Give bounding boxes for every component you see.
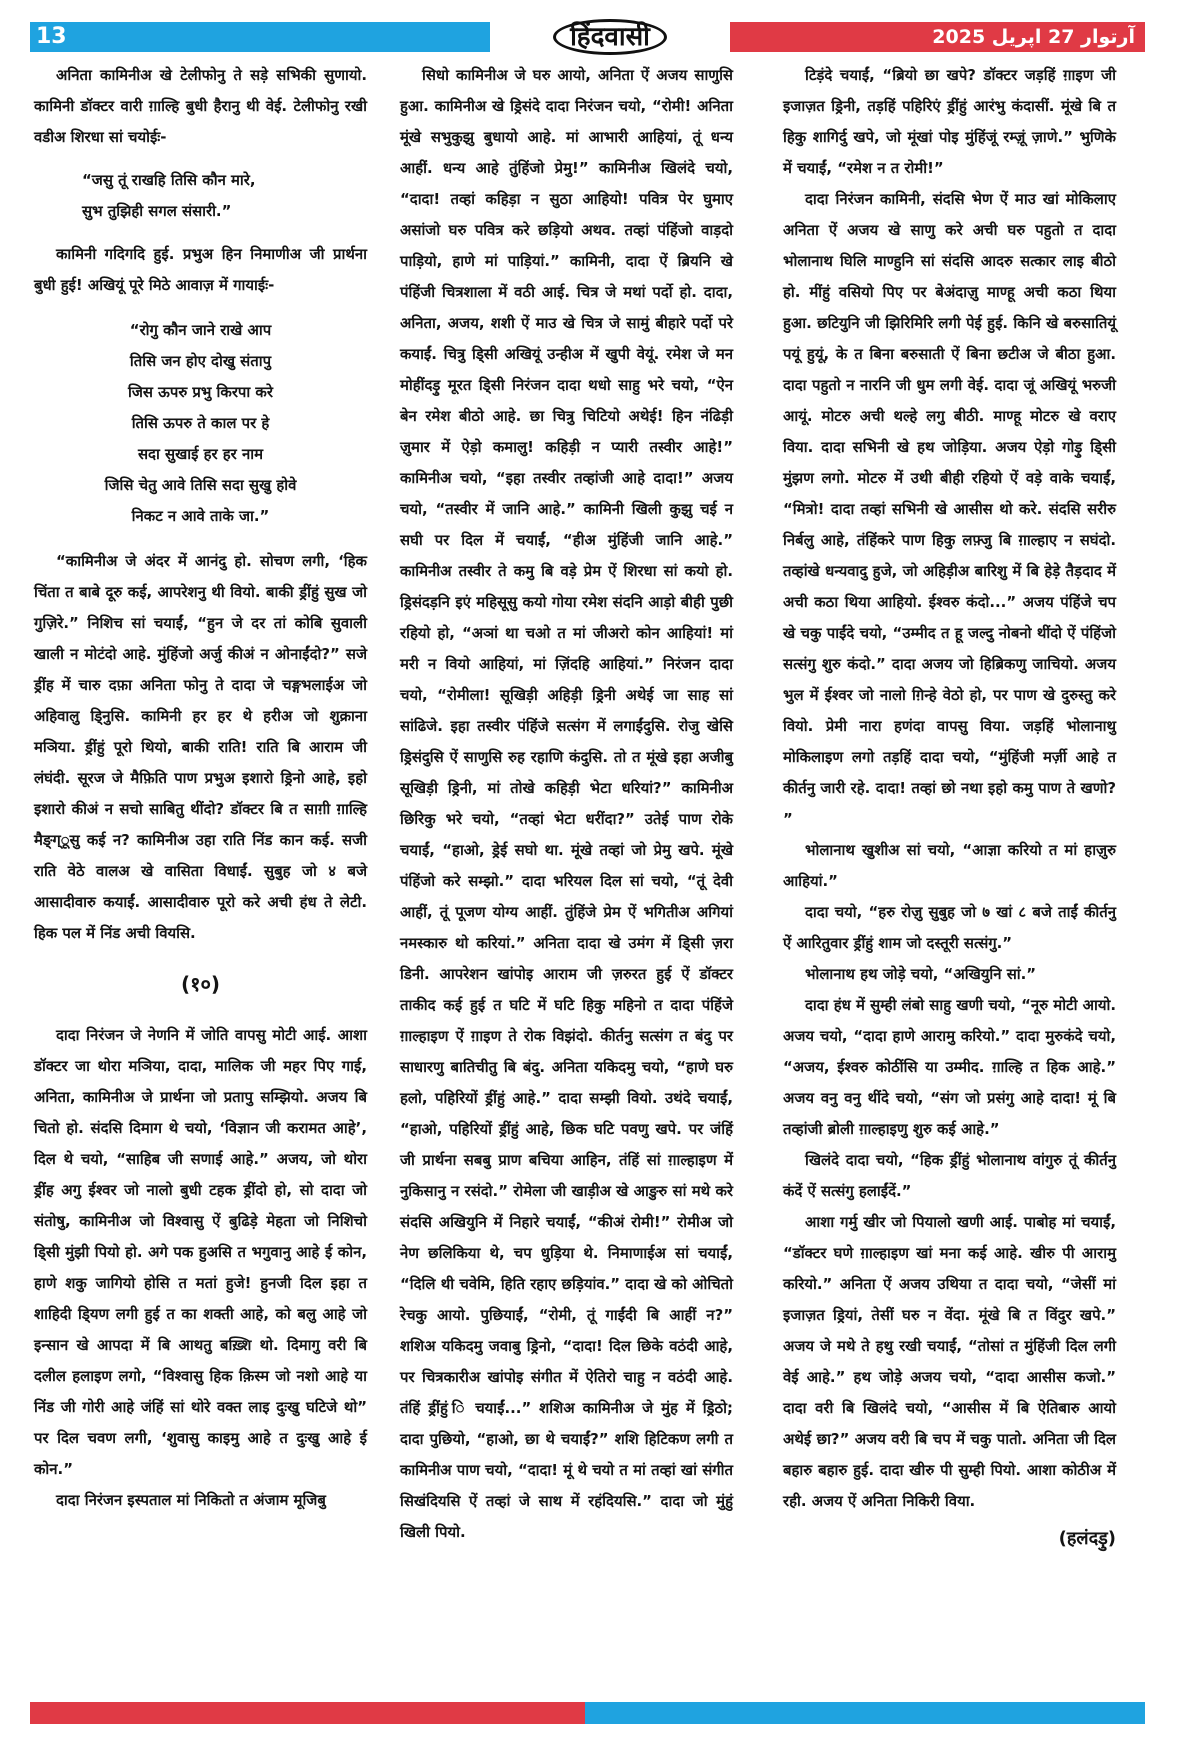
column-2 bbox=[400, 60, 733, 1548]
paragraph: भोलानाथ खुशीअ सां चयो, “आज्ञा करियो त मां हाज़ुरु आहियां.” bbox=[783, 841, 1116, 890]
header-band-blue bbox=[30, 22, 490, 52]
footer-band-red bbox=[30, 1702, 585, 1724]
hymn-quote bbox=[34, 165, 367, 227]
issue-date: آرتوار 27 اپريل 2025 bbox=[932, 26, 1135, 48]
paragraph: दादा निरंजन इस्पताल मां निकितो त अंजाम मूजिबु bbox=[56, 1491, 326, 1509]
paragraph: भोलानाथ हथ जोड़े चयो, “अखियुनि सां.” bbox=[805, 965, 1037, 983]
paragraph: दादा चयो, “हरु रोज़ु सुबुह जो ७ खां ८ बजे ताईं कीर्तनु ऐं आरितुवार ड्रींहुं शाम जो दस्तूरी सत्संगु.” bbox=[783, 903, 1116, 952]
footer-band-blue bbox=[585, 1702, 1145, 1724]
paragraph: सिधो कामिनीअ जे घरु आयो, अनिता ऐं अजय साणुसि हुआ. कामिनीअ खे ड्रिसंदे दादा निरंजन चयो, “रोमी! अनिता मूंखे सभुकुझु बुधायो आहे. मां आभारी आहियां, तूं धन्य आहीं. धन्य आहे तुंहिंजो प्रेमु!” कामिनीअ खिलंदे चयो, “दादा! तव्हां कहिड़ा न सुठा आहियो! पवित्र पेर घुमाए असांजो घरु पवित्र करे छड़ियो अथव. तव्हां पंहिंजो वाड़दो पाड़ियो, हाणे मां पाड़ियां.” कामिनी, दादा ऐं ब्रियनि खे पंहिंजी चित्रशाला में वठी आई. चित्र जे मथां पर्दो हो. दादा, अनिता, अजय, शशी ऐं माउ खे चित्र जे सामुं बीहारे पर्दो परे कयाईं. चित्रु डि्सी अखियूं उन्हीअ में खुपी वेयूं. रमेश जे मन मोहींदड़ु मूरत डि्सी निरंजन दादा थधो साहु भरे चयो, “ऐन बेन रमेश बीठो आहे. छा चित्रु चिटियो अथेई! हिन नंढिड़ी ज़ुमार में ऐड़ो कमालु! कहिड़ी न प्यारी तस्वीर आहे!” कामिनीअ चयो, “इहा तस्वीर तव्हांजी आहे दादा!” अजय चयो, “तस्वीर में जानि आहे.” कामिनी खिली कुझु चई न सघी पर दिल में चयाईं, “हीअ मुंहिंजी जानि आहे.” कामिनीअ तस्वीर ते कमु बि वड़े प्रेम ऐं शिरधा सां कयो हो. ड्रिसंदड़नि इएं महिसूसु कयो गोया रमेश संदनि आड़ो बीही पुछी रहियो हो, “अञां था चओ त मां जीअरो कोन आहियां! मां मरी न वियो आहियां, मां ज़िंदहि आहियां.” निरंजन दादा चयो, “रोमीला! सूखिड़ी अहिड़ी ड्रिनी अथेई जा साह सां सांढिजे. इहा तस्वीर पंहिंजे सत्संग में लगाईंदुसि. रोजु खेसि ड्रिसंदुसि ऐं साणुसि रुह रहाणि कंदुसि. तो त मूंखे इहा अजीबु सूखिड़ी ड्रिनी, मां तोखे कहिड़ी भेटा धरियां?” कामिनीअ छिरिकु भरे चयो, “तव्हां भेटा धरींदा?” उतेई पाण रोके चयाईं, “हाओ, ड्रेई सघो था. मूंखे तव्हां जो प्रेमु खपे. मूंखे पंहिंजो करे सम्झो.” दादा भरियल दिल सां चयो, “तूं देवी आहीं, तूं पूजण योग्य आहीं. तुंहिंजे प्रेम ऐं भगितीअ अगियां नमस्कारु थो करियां.” अनिता दादा खे उमंग में डि्सी ज़रा डिनी. आपरेशन खांपोइ आराम जी ज़रुरत हुई ऐं डॉक्टर ताकीद कई हुई त घटि में घटि हिकु महिनो त दादा पंहिंजे ग़ाल्हाइण ऐं ग़ाइण ते रोक विझंदो. कीर्तनु सत्संग त बंदु पर साधारणु बातिचीतु बि बंदु. अनिता यकिदमु चयो, “हाणे घरु हलो, पहिरियों ड्रींहुं आहे.” दादा सम्झी वियो. उथंदे चयाईं, “हाओ, पहिरियों ड्रींहुं आहे, छिक घटि पवणु खपे. पर जंहिं जी प्रार्थना सबबु प्राण बचिया आहिन, तंहिं सां ग़ाल्हाइण में नुकिसानु न रसंदो.” रोमेला जी खाड़ीअ खे आङुरु सां मथे करे संदसि अखियुनि में निहारे चयाईं, “कीअं रोमी!” रोमीअ जो नेण छलिकिया थे, चप धुड़िया थे. निमाणाईअ सां चयाईं, “दिलि थी चवेमि, हिति रहाए छड़ियांव.” दादा खे को ओचितो रेचकु आयो. पुछियाईं, “रोमी, तूं गाईंदी बि आहीं न?” शशिअ यकिदमु जवाबु ड्रिनो, “दादा! दिल छिके वठंदी आहे, पर चित्रकारीअ खांपोइ संगीत में ऐतिरो चाहु न वठंदी आहे. तंहिं ड्रींहुं ि चयाईं...” शशिअ कामिनीअ जे मुंह में ड्रिठो; दादा पुछियो, “हाओ, छा थे चयाईं?” शशि हिटिकण लगी त कामिनीअ पाण चयो, “दादा! मूं थे चयो त मां तव्हां खां संगीत सिखंदियसि ऐं तव्हां जे साथ में रहंदियसि.” दादा जो मुंहुं खिली पियो. bbox=[400, 66, 733, 1541]
footer-bar bbox=[30, 1702, 1145, 1724]
to-be-continued: (हलंदड़ु) bbox=[1058, 1528, 1116, 1549]
quote-line: तिसि जन होए दोखु संतापु bbox=[129, 352, 272, 370]
column-3 bbox=[783, 60, 1116, 1554]
quote-line: “रोगु कौन जाने राखे आप bbox=[129, 321, 272, 339]
quote-line: “जसु तूं राखहि तिसि कौन मारे, bbox=[82, 171, 256, 189]
quote-line: सदा सुखाई हर हर नाम bbox=[137, 445, 263, 463]
newspaper-masthead bbox=[490, 16, 730, 58]
paragraph: अनिता कामिनीअ खे टेलीफोनु ते सड़े सभिकी सुणायो. कामिनी डॉक्टर वारी ग़ाल्हि बुधी हैरानु थी वेई. टेलीफोनु रखी वडीअ शिरधा सां चयोईः- bbox=[34, 66, 367, 146]
hymn-quote bbox=[34, 315, 367, 532]
masthead-logo: हिंदवासी bbox=[553, 19, 667, 55]
quote-line: जिस ऊपरु प्रभु किरपा करे bbox=[128, 383, 273, 401]
quote-line: तिसि ऊपरु ते काल पर हे bbox=[131, 414, 270, 432]
quote-line: सुभ तुझिही सगल संसारी.” bbox=[82, 202, 232, 220]
quote-line: निकट न आवे ताके जा.” bbox=[131, 507, 270, 525]
paragraph: दादा निरंजन कामिनी, संदसि भेण ऐं माउ खां मोकिलाए अनिता ऐं अजय खे साणु करे अची घरु पहुतो त दादा भोलानाथ घिलि माण्हुनि सां संदसि आदरु सत्कार लाइ बीठो हो. मींहुं वसियो पिए पर बेअंदाज़ु माण्हू अची कठा थिया हुआ. छटियुनि जी झिरिमिरि लगी पेई हुई. किनि खे बरुसातियूं पयूं हुयूं, के त बिना बरुसाती ऐं बिना छटीअ जे बीठा हुआ. दादा पहुतो न नारनि जी धुम लगी वेई. दादा जूं अखियूं भरुजी आयूं. मोटरु अची थल्हे लगु बीठी. माण्हू मोटरु खे वराए विया. दादा सभिनी खे हथ जोड़िया. अजय ऐड़ो गोड़ु डि्सी मुंझण लगो. मोटरु में उथी बीही रहियो ऐं वड़े वाके चयाईं, “मित्रो! दादा तव्हां सभिनी खे आसीस थो करे. संदसि सरीरु निर्बलु आहे, तंहिंकरे पाण हिकु लफ़्जु बि ग़ाल्हाए न सघंदो. तव्हांखे धन्यवादु हुजे, जो अहिड़ीअ बारिशु में बि हेड़े तैड़दाद में अची कठा थिया आहियो. ईश्वरु कंदो...” अजय पंहिंजे चप खे चकु पाईंदे चयो, “उम्मीद त हू जल्दु नोबनो थींदो ऐं पंहिंजो सत्संगु शुरु कंदो.” दादा अजय जो हिब्रिकणु जाचियो. अजय भुल में ईश्वर जो नालो ग़िन्हे वेठो हो, पर पाण खे दुरुस्तु करे वियो. प्रेमी नारा हणंदा वापसु विया. जड़हिं भोलानाथु मोकिलाइण लगो तड़हिं दादा चयो, “मुंहिंजी मर्ज़ी आहे त कीर्तनु जारी रहे. दादा! तव्हां छो नथा इहो कमु पाण ते खणो? ” bbox=[783, 190, 1116, 828]
paragraph: दादा हंध में सुम्ही लंबो साहु खणी चयो, “नूरु मोटी आयो. अजय चयो, “दादा हाणे आरामु करियो.” दादा मुरुकंदे चयो, “अजय, ईश्वरु कोठींसि या उम्मीद. ग़ाल्हि त हिक आहे.” अजय वनु वनु थींदे चयो, “संग जो प्रसंगु आहे दादा! मूं बि तव्हांजी ब्रोली ग़ाल्हाइणु शुरु कई आहे.” bbox=[783, 996, 1116, 1138]
paragraph: दादा निरंजन जे नेणनि में जोति वापसु मोटी आई. आशा डॉक्टर जा थोरा मञिया, दादा, मालिक जी महर पिए गाई, अनिता, कामिनीअ जे प्रार्थना जो प्रतापु सम्झियो. अजय बि चितो हो. संदसि दिमाग थे चयो, ‘विज्ञान जी करामत आहे’, दिल थे चयो, “साहिब जी सणाई आहे.” अजय, जो थोरा ड्रींह अगु ईश्वर जो नालो बुधी टहक ड्रींदो हो, सो दादा जो संतोषु, कामिनीअ जो विश्वासु ऐं बुढिड़े मेहता जो निशिचो डि्सी मुंझी पियो हो. अगे पक हुअसि त भगुवानु आहे ई कोन, हाणे शकु जागियो होसि त मतां हुजे! हुनजी दिल इहा त शाहिदी डि्यण लगी हुई त का शक्ती आहे, को बलु आहे जो इन्सान खे आपदा में बि आथतु बख़्शि थो. दिमागु वरी बि दलील हलाइण लगो, “विश्वासु हिक क़िस्म जो नशो आहे या निंड जी गोरी आहे जंहिं सां थोरे वक्त लाइ दुःखु घटिजे थो” पर दिल चवण लगी, ‘शुवासु काइमु आहे त दुःखु आहे ई कोन.” bbox=[34, 1026, 367, 1478]
paragraph: “कामिनीअ जे अंदर में आनंदु हो. सोचण लगी, ‘हिक चिंता त बाबे दूरु कई, आपरेशनु थी वियो. बाकी ड्रींहुं सुख जो गुज़िरे.” निशिच सां चयाईं, “हुन जे दर तां कोबि सुवाली खाली न मोटंदो आहे. मुंहिंजो अर्जु कीअं न ओनाईंदो?” सजे ड्रींह में चारु दफ़ा अनिता फोनु ते दादा जे चङ्गभलाईअ जो अहिवालु डि्नुसि. कामिनी हर हर थे हरीअ जो शुक्राना मञिया. ड्रींहुं पूरो थियो, बाकी राति! राति बि आराम जी लंघंदी. सूरज जे मैफ़िति पाण प्रभुअ इशारो ड्रिनो आहे, इहो इशारो कीअं न सचो साबितु थींदो? डॉक्टर बि त साग़ी ग़ाल्हि मैङ्ग्ूसु कई न? कामिनीअ उहा राति निंड कान कई. सजी राति वेठे वालअ खे वासिता विधाईं. सुबुह जो ४ बजे आसादीवारु कयाईं. आसादीवारु पूरो करे अची हंध ते लेटी. हिक पल में निंड अची वियसि. bbox=[34, 552, 367, 942]
paragraph: खिलंदे दादा चयो, “हिक ड्रींहुं भोलानाथ वांगुरु तूं कीर्तनु कंदें ऐं सत्संगु हलाईंदें.” bbox=[783, 1151, 1116, 1200]
column-1 bbox=[34, 60, 367, 1516]
page-header bbox=[30, 22, 1145, 52]
page-number: 13 bbox=[36, 24, 67, 49]
chapter-number: (१०) bbox=[180, 972, 221, 996]
paragraph: कामिनी गदिगदि हुई. प्रभुअ हिन निमाणीअ जी प्रार्थना बुधी हुई! अखियूं पूरे मिठे आवाज़ में गायाईः- bbox=[34, 245, 367, 294]
quote-line: जिसि चेतु आवे तिसि सदा सुखु होवे bbox=[104, 476, 297, 494]
paragraph: टिड़ंदे चयाईं, “ब्रियो छा खपे? डॉक्टर जड़हिं ग़ाइण जी इजाज़त ड्रिनी, तड़हिं पहिरिएं ड्रींहुं आरंभु कंदासीं. मूंखे बि त हिकु शागिर्दु खपे, जो मूंखां पोइ मुंहिंजूं रम्ज़ूं ज़ाणे.” भुणिके में चयाईं, “रमेश न त रोमी!” bbox=[783, 66, 1116, 177]
paragraph: आशा गर्मु खीर जो पियालो खणी आई. पाबोह मां चयाईं, “डॉक्टर घणे ग़ाल्हाइण खां मना कई आहे. खीरु पी आरामु करियो.” अनिता ऐं अजय उथिया त दादा चयो, “जेसीं मां इजाज़त ड्रियां, तेसीं घरु न वेंदा. मूंखे बि त विंदुर खपे.” अजय जे मथे ते हथु रखी चयाईं, “तोसां त मुंहिंजी दिल लगी वेई आहे.” हथ जोड़े अजय चयो, “दादा आसीस कजो.” दादा वरी बि खिलंदे चयो, “आसीस में बि ऐतिबारु आयो अथेई छा?” अजय वरी बि चप में चकु पातो. अनिता जी दिल बहारु बहारु हुई. दादा खीरु पी सुम्ही पियो. आशा कोठीअ में रही. अजय ऐं अनिता निकिरी विया. bbox=[783, 1213, 1116, 1510]
